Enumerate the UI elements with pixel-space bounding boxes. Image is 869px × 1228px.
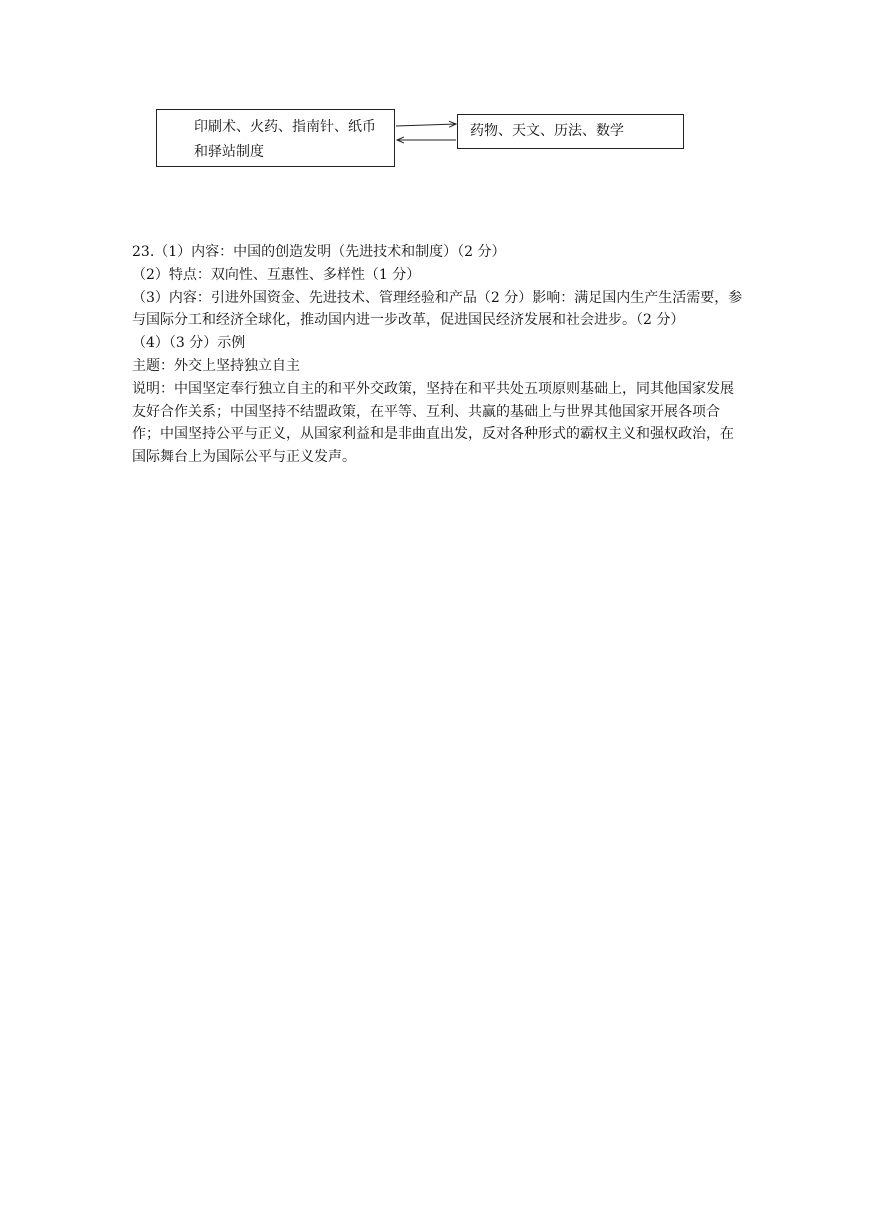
diagram-left-box bbox=[156, 109, 395, 167]
answer-q23-part4: （4）（3 分）示例 bbox=[132, 335, 246, 352]
left-box-text: 印刷术、火药、指南针、纸币和驿站制度 bbox=[194, 119, 376, 160]
answer-q23-part1: 23.（1）内容：中国的创造发明（先进技术和制度）（2 分） bbox=[132, 244, 506, 260]
answer-explanation: 说明：中国坚定奉行独立自主的和平外交政策，坚持在和平共处五项原则基础上，同其他国家发展友好合作关系；中国坚持不结盟政策，在平等、互利、共赢的基础上与世界其他国家开展各项合作；中国坚持公平与正义，从国家利益和是非曲直出发，反对各种形式的霸权主义和强权政治，在国际舞台上为国际公平与正义发声。 bbox=[132, 380, 734, 466]
answer-theme: 主题：外交上坚持独立自主 bbox=[132, 357, 300, 374]
answer-q23-part2: （2）特点：双向性、互惠性、多样性（1 分） bbox=[132, 266, 421, 283]
diagram-right-box bbox=[457, 114, 684, 149]
answer-section bbox=[132, 241, 744, 469]
arrow-to-right bbox=[396, 124, 456, 126]
answer-q23-part3: （3）内容：引进外国资金、先进技术、管理经验和产品（2 分）影响：满足国内生产生活需要，参与国际分工和经济全球化，推动国内进一步改革，促进国民经济发展和社会进步。（2 分） bbox=[132, 289, 743, 329]
right-box-text: 药物、天文、历法、数学 bbox=[470, 123, 624, 139]
